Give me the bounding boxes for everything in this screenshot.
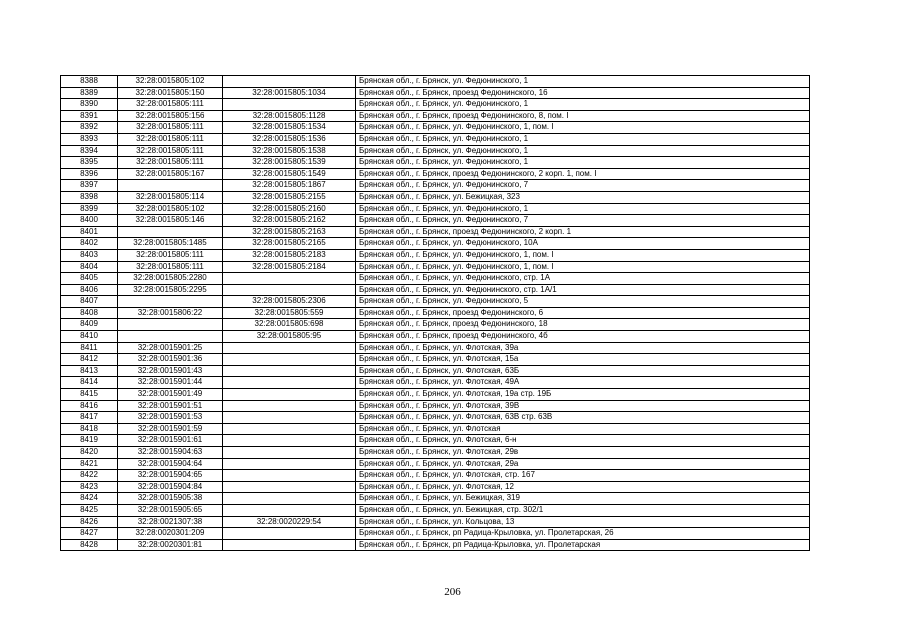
address-cell: Брянская обл., г. Брянск, рп Радица-Крыловка, ул. Пролетарская, 26 (356, 528, 810, 540)
building-number-cell: 32:28:0015805:2155 (223, 191, 356, 203)
cadastral-number-cell: 32:28:0015904:84 (118, 481, 223, 493)
cadastral-number-cell: 32:28:0015901:44 (118, 377, 223, 389)
table-row (61, 528, 810, 540)
building-number-cell: 32:28:0015805:1539 (223, 157, 356, 169)
building-number-cell (223, 481, 356, 493)
building-number-cell: 32:28:0015805:95 (223, 331, 356, 343)
cadastral-number-cell: 32:28:0020301:81 (118, 539, 223, 551)
address-cell: Брянская обл., г. Брянск, ул. Флотская, 63В стр. 63В (356, 412, 810, 424)
row-number-cell: 8396 (61, 168, 118, 180)
cadastral-number-cell: 32:28:0015901:61 (118, 435, 223, 447)
row-number-cell: 8420 (61, 447, 118, 459)
row-number-cell: 8419 (61, 435, 118, 447)
row-number-cell: 8405 (61, 273, 118, 285)
cadastral-number-cell (118, 226, 223, 238)
building-number-cell: 32:28:0015805:1534 (223, 122, 356, 134)
row-number-cell: 8408 (61, 307, 118, 319)
cadastral-number-cell: 32:28:0015901:53 (118, 412, 223, 424)
address-cell: Брянская обл., г. Брянск, проезд Федюнинского, 2 корп. 1, пом. I (356, 168, 810, 180)
building-number-cell: 32:28:0015805:2306 (223, 296, 356, 308)
cadastral-number-cell (118, 319, 223, 331)
table-row (61, 215, 810, 227)
table-row (61, 191, 810, 203)
table-row (61, 458, 810, 470)
registry-table-body (61, 76, 810, 551)
building-number-cell: 32:28:0015805:1867 (223, 180, 356, 192)
building-number-cell (223, 99, 356, 111)
building-number-cell: 32:28:0015805:2165 (223, 238, 356, 250)
row-number-cell: 8411 (61, 342, 118, 354)
table-row (61, 412, 810, 424)
page-number: 206 (444, 586, 461, 598)
row-number-cell: 8424 (61, 493, 118, 505)
address-cell: Брянская обл., г. Брянск, ул. Федюнинского, 1 (356, 203, 810, 215)
building-number-cell (223, 458, 356, 470)
address-cell: Брянская обл., г. Брянск, ул. Флотская, 19а стр. 19Б (356, 389, 810, 401)
table-row (61, 145, 810, 157)
address-cell: Брянская обл., г. Брянск, ул. Кольцова, 13 (356, 516, 810, 528)
cadastral-number-cell: 32:28:0015901:36 (118, 354, 223, 366)
address-cell: Брянская обл., г. Брянск, ул. Федюнинского, 5 (356, 296, 810, 308)
building-number-cell (223, 365, 356, 377)
building-number-cell: 32:28:0015805:698 (223, 319, 356, 331)
row-number-cell: 8402 (61, 238, 118, 250)
table-row (61, 423, 810, 435)
row-number-cell: 8415 (61, 389, 118, 401)
address-cell: Брянская обл., г. Брянск, проезд Федюнинского, 18 (356, 319, 810, 331)
address-cell: Брянская обл., г. Брянск, ул. Флотская (356, 423, 810, 435)
cadastral-number-cell: 32:28:0015904:63 (118, 447, 223, 459)
address-cell: Брянская обл., г. Брянск, ул. Федюнинского, 10А (356, 238, 810, 250)
cadastral-number-cell: 32:28:0015805:2280 (118, 273, 223, 285)
address-cell: Брянская обл., г. Брянск, ул. Флотская, 12 (356, 481, 810, 493)
cadastral-number-cell: 32:28:0015805:102 (118, 203, 223, 215)
cadastral-number-cell: 32:28:0015805:111 (118, 133, 223, 145)
table-row (61, 238, 810, 250)
table-row (61, 284, 810, 296)
cadastral-number-cell: 32:28:0015905:38 (118, 493, 223, 505)
cadastral-number-cell: 32:28:0015805:111 (118, 145, 223, 157)
address-cell: Брянская обл., г. Брянск, ул. Федюнинского, стр. 1А/1 (356, 284, 810, 296)
table-row (61, 493, 810, 505)
cadastral-number-cell: 32:28:0015905:65 (118, 504, 223, 516)
building-number-cell (223, 447, 356, 459)
table-row (61, 122, 810, 134)
cadastral-number-cell: 32:28:0015805:111 (118, 261, 223, 273)
row-number-cell: 8418 (61, 423, 118, 435)
building-number-cell: 32:28:0015805:2184 (223, 261, 356, 273)
cadastral-number-cell: 32:28:0015805:150 (118, 87, 223, 99)
building-number-cell (223, 470, 356, 482)
cadastral-number-cell: 32:28:0015901:49 (118, 389, 223, 401)
row-number-cell: 8414 (61, 377, 118, 389)
table-row (61, 226, 810, 238)
row-number-cell: 8407 (61, 296, 118, 308)
row-number-cell: 8403 (61, 249, 118, 261)
address-cell: Брянская обл., г. Брянск, ул. Федюнинского, 1, пом. I (356, 261, 810, 273)
address-cell: Брянская обл., г. Брянск, ул. Флотская, 49А (356, 377, 810, 389)
building-number-cell (223, 528, 356, 540)
address-cell: Брянская обл., г. Брянск, ул. Флотская, 39В (356, 400, 810, 412)
address-cell: Брянская обл., г. Брянск, проезд Федюнинского, 4б (356, 331, 810, 343)
address-cell: Брянская обл., г. Брянск, ул. Флотская, стр. 167 (356, 470, 810, 482)
building-number-cell (223, 435, 356, 447)
address-cell: Брянская обл., г. Брянск, проезд Федюнинского, 6 (356, 307, 810, 319)
building-number-cell (223, 354, 356, 366)
cadastral-number-cell: 32:28:0015904:64 (118, 458, 223, 470)
row-number-cell: 8394 (61, 145, 118, 157)
address-cell: Брянская обл., г. Брянск, ул. Флотская, 39а (356, 342, 810, 354)
table-row (61, 261, 810, 273)
row-number-cell: 8400 (61, 215, 118, 227)
building-number-cell: 32:28:0015805:559 (223, 307, 356, 319)
table-row (61, 296, 810, 308)
table-row (61, 319, 810, 331)
address-cell: Брянская обл., г. Брянск, ул. Федюнинского, 1, пом. I (356, 249, 810, 261)
row-number-cell: 8388 (61, 76, 118, 88)
cadastral-number-cell (118, 331, 223, 343)
table-row (61, 133, 810, 145)
row-number-cell: 8406 (61, 284, 118, 296)
address-cell: Брянская обл., г. Брянск, проезд Федюнинского, 2 корп. 1 (356, 226, 810, 238)
building-number-cell: 32:28:0015805:1536 (223, 133, 356, 145)
building-number-cell (223, 493, 356, 505)
row-number-cell: 8421 (61, 458, 118, 470)
address-cell: Брянская обл., г. Брянск, ул. Флотская, 63Б (356, 365, 810, 377)
cadastral-number-cell: 32:28:0015805:1485 (118, 238, 223, 250)
address-cell: Брянская обл., г. Брянск, ул. Бежицкая, стр. 302/1 (356, 504, 810, 516)
building-number-cell: 32:28:0015805:1034 (223, 87, 356, 99)
row-number-cell: 8393 (61, 133, 118, 145)
row-number-cell: 8401 (61, 226, 118, 238)
table-row (61, 76, 810, 88)
address-cell: Брянская обл., г. Брянск, рп Радица-Крыловка, ул. Пролетарская (356, 539, 810, 551)
address-cell: Брянская обл., г. Брянск, ул. Федюнинского, 7 (356, 215, 810, 227)
table-row (61, 481, 810, 493)
row-number-cell: 8395 (61, 157, 118, 169)
address-cell: Брянская обл., г. Брянск, ул. Федюнинского, стр. 1А (356, 273, 810, 285)
table-row (61, 539, 810, 551)
address-cell: Брянская обл., г. Брянск, ул. Федюнинского, 1, пом. I (356, 122, 810, 134)
cadastral-number-cell: 32:28:0021307:38 (118, 516, 223, 528)
address-cell: Брянская обл., г. Брянск, ул. Федюнинского, 7 (356, 180, 810, 192)
table-row (61, 157, 810, 169)
cadastral-number-cell: 32:28:0015805:111 (118, 99, 223, 111)
building-number-cell: 32:28:0015805:2162 (223, 215, 356, 227)
address-cell: Брянская обл., г. Брянск, проезд Федюнинского, 16 (356, 87, 810, 99)
cadastral-number-cell (118, 296, 223, 308)
row-number-cell: 8422 (61, 470, 118, 482)
building-number-cell: 32:28:0015805:1128 (223, 110, 356, 122)
table-row (61, 87, 810, 99)
table-row (61, 516, 810, 528)
address-cell: Брянская обл., г. Брянск, ул. Бежицкая, 323 (356, 191, 810, 203)
table-row (61, 249, 810, 261)
address-cell: Брянская обл., г. Брянск, ул. Федюнинского, 1 (356, 99, 810, 111)
building-number-cell (223, 400, 356, 412)
cadastral-number-cell (118, 180, 223, 192)
address-cell: Брянская обл., г. Брянск, ул. Федюнинского, 1 (356, 157, 810, 169)
cadastral-number-cell: 32:28:0015805:102 (118, 76, 223, 88)
row-number-cell: 8413 (61, 365, 118, 377)
row-number-cell: 8390 (61, 99, 118, 111)
cadastral-number-cell: 32:28:0015805:167 (118, 168, 223, 180)
table-row (61, 354, 810, 366)
cadastral-number-cell: 32:28:0015806:22 (118, 307, 223, 319)
table-row (61, 377, 810, 389)
cadastral-number-cell: 32:28:0015901:25 (118, 342, 223, 354)
row-number-cell: 8410 (61, 331, 118, 343)
row-number-cell: 8428 (61, 539, 118, 551)
row-number-cell: 8417 (61, 412, 118, 424)
row-number-cell: 8423 (61, 481, 118, 493)
row-number-cell: 8392 (61, 122, 118, 134)
cadastral-number-cell: 32:28:0015805:146 (118, 215, 223, 227)
row-number-cell: 8391 (61, 110, 118, 122)
building-number-cell: 32:28:0020229:54 (223, 516, 356, 528)
row-number-cell: 8425 (61, 504, 118, 516)
table-row (61, 447, 810, 459)
table-row (61, 307, 810, 319)
building-number-cell (223, 412, 356, 424)
cadastral-number-cell: 32:28:0015904:65 (118, 470, 223, 482)
table-row (61, 342, 810, 354)
table-row (61, 365, 810, 377)
table-row (61, 470, 810, 482)
building-number-cell: 32:28:0015805:2160 (223, 203, 356, 215)
cadastral-number-cell: 32:28:0015901:43 (118, 365, 223, 377)
address-cell: Брянская обл., г. Брянск, ул. Флотская, 15а (356, 354, 810, 366)
table-row (61, 180, 810, 192)
table-row (61, 273, 810, 285)
cadastral-number-cell: 32:28:0015805:111 (118, 157, 223, 169)
row-number-cell: 8409 (61, 319, 118, 331)
building-number-cell (223, 76, 356, 88)
registry-table (60, 75, 810, 551)
cadastral-number-cell: 32:28:0015805:111 (118, 122, 223, 134)
building-number-cell (223, 342, 356, 354)
table-row (61, 435, 810, 447)
address-cell: Брянская обл., г. Брянск, ул. Бежицкая, 319 (356, 493, 810, 505)
table-row (61, 400, 810, 412)
building-number-cell (223, 284, 356, 296)
row-number-cell: 8404 (61, 261, 118, 273)
building-number-cell: 32:28:0015805:1538 (223, 145, 356, 157)
building-number-cell (223, 389, 356, 401)
row-number-cell: 8399 (61, 203, 118, 215)
table-row (61, 168, 810, 180)
address-cell: Брянская обл., г. Брянск, ул. Флотская, 29а (356, 458, 810, 470)
row-number-cell: 8397 (61, 180, 118, 192)
building-number-cell (223, 273, 356, 285)
cadastral-number-cell: 32:28:0015901:51 (118, 400, 223, 412)
address-cell: Брянская обл., г. Брянск, проезд Федюнинского, 8, пом. I (356, 110, 810, 122)
building-number-cell (223, 423, 356, 435)
table-row (61, 203, 810, 215)
building-number-cell: 32:28:0015805:1549 (223, 168, 356, 180)
row-number-cell: 8416 (61, 400, 118, 412)
address-cell: Брянская обл., г. Брянск, ул. Федюнинского, 1 (356, 133, 810, 145)
address-cell: Брянская обл., г. Брянск, ул. Федюнинского, 1 (356, 145, 810, 157)
table-row (61, 389, 810, 401)
table-row (61, 110, 810, 122)
cadastral-number-cell: 32:28:0015805:114 (118, 191, 223, 203)
address-cell: Брянская обл., г. Брянск, ул. Федюнинского, 1 (356, 76, 810, 88)
row-number-cell: 8427 (61, 528, 118, 540)
building-number-cell: 32:28:0015805:2163 (223, 226, 356, 238)
cadastral-number-cell: 32:28:0015805:111 (118, 249, 223, 261)
address-cell: Брянская обл., г. Брянск, ул. Флотская, 6-н (356, 435, 810, 447)
row-number-cell: 8426 (61, 516, 118, 528)
cadastral-number-cell: 32:28:0015805:2295 (118, 284, 223, 296)
table-row (61, 331, 810, 343)
row-number-cell: 8389 (61, 87, 118, 99)
building-number-cell (223, 377, 356, 389)
table-row (61, 99, 810, 111)
cadastral-number-cell: 32:28:0015901:59 (118, 423, 223, 435)
building-number-cell: 32:28:0015805:2183 (223, 249, 356, 261)
row-number-cell: 8412 (61, 354, 118, 366)
cadastral-number-cell: 32:28:0020301:209 (118, 528, 223, 540)
building-number-cell (223, 504, 356, 516)
address-cell: Брянская обл., г. Брянск, ул. Флотская, 29в (356, 447, 810, 459)
building-number-cell (223, 539, 356, 551)
table-row (61, 504, 810, 516)
cadastral-number-cell: 32:28:0015805:156 (118, 110, 223, 122)
row-number-cell: 8398 (61, 191, 118, 203)
